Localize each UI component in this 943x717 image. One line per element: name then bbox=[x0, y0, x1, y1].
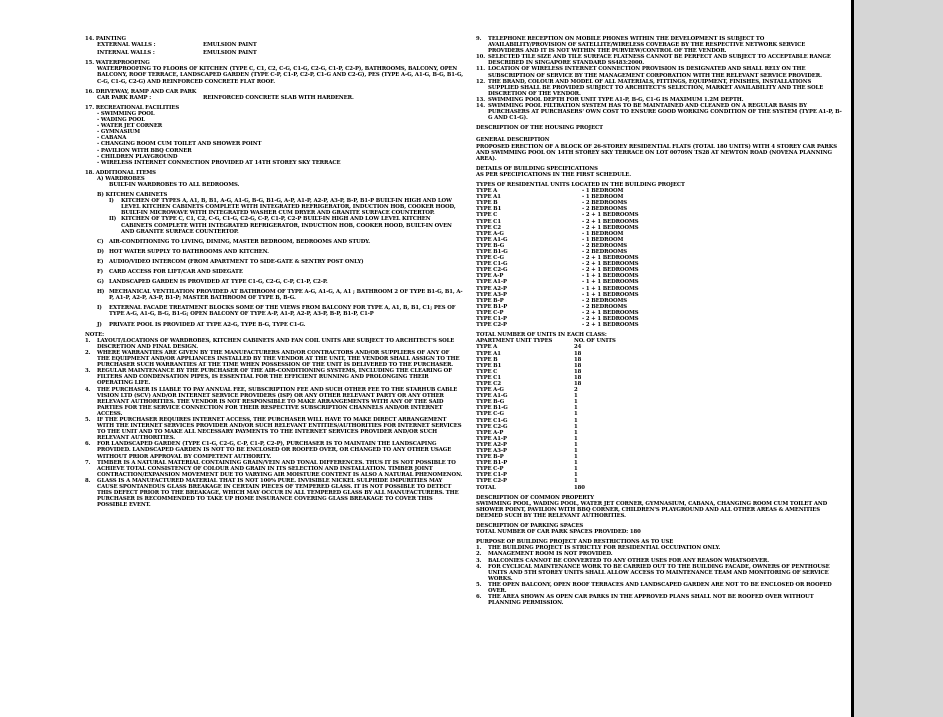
general-description bbox=[476, 137, 842, 161]
unit-type: TYPE C2 bbox=[476, 380, 501, 387]
unit-count: 18 bbox=[574, 368, 582, 375]
unit-totals-rows bbox=[476, 344, 842, 490]
note-item: 9. TELEPHONE RECEPTION ON MOBILE PHONES WITHIN THE DEVELOPMENT IS SUBJECT TO AVAILABILITY/PROVISION OF SATELLITE/WIRELESS COVERAGE BY THE RESPECTIVE NETWORK SERVICE PROVIDERS AND IT IS NOT WITHIN THE PURVIEW/CONTROL OF THE VENDOR. bbox=[476, 36, 806, 55]
note-item: 3. REGULAR MAINTENANCE BY THE PURCHASER OF THE AIR-CONDITIONING SYSTEMS, INCLUDING THE CLEARING OF FILTERS AND CONDENSATION PIPES, IS ESSENTIAL FOR THE EFFICIENT RUNNING AND PROLONGING THEIR OPERATING LIFE. bbox=[85, 368, 452, 387]
note-item: 11. LOCATION OF WIRELESS INTERNET CONNECTION PROVISION IS DESIGNATED AND SHALL RELY ON THE SUBSCRIPTION OF SERVICE BY THE MANAGEMENT CORPORATION WITH THE RELEVANT SERVICE PROVIDER. bbox=[476, 66, 822, 79]
unit-type: TYPE C1-P bbox=[476, 316, 507, 323]
list-item: F) CARD ACCESS FOR LIFT/CAR AND SIDEGATE bbox=[97, 269, 243, 275]
unit-type: TYPE B-G bbox=[476, 242, 505, 249]
common-property bbox=[476, 495, 842, 519]
list-item: - CHANGING ROOM CUM TOILET AND SHOWER POINT bbox=[97, 141, 262, 148]
note-item: 8. GLASS IS A MANUFACTURED MATERIAL THAT IS NOT 100% PURE. INVISIBLE NICKEL SULPHIDE IMPURITIES MAY CAUSE SPONTANEOUS GLASS BREAKAGE IN CERTAIN PIECES OF TEMPERED GLASS. IT IS NOT POSSIBLE TO DETECT THIS DEFECT PRIOR TO THE BREAKAGE, WHICH MAY OCCUR IN ALL TEMPERED GLASS BY ALL MANUFACTURERS. THE PURCHASER IS RECOMMENDED TO TAKE UP HOME INSURANCE COVERING GLASS BREAKAGE TO COVER THIS POSSIBLE EVENT. bbox=[85, 477, 459, 509]
section-title: DESCRIPTION OF COMMON PROPERTY bbox=[476, 494, 594, 501]
painting-section bbox=[85, 36, 463, 56]
bedroom-count: - 2 + 1 BEDROOMS bbox=[582, 255, 639, 262]
note-item: 12. THE BRAND, COLOUR AND MODEL OF ALL MATERIALS, FITTINGS, EQUIPMENT, FINISHES, INSTALLATIONS SUPPLIED SHALL BE PROVIDED SUBJECT TO ARCHITECT'S SELECTION, MARKET AVAILABILITY AND THE SOLE DISCRETION OF THE VENDOR. bbox=[476, 78, 824, 97]
section-title: GENERAL DESCRIPTION bbox=[476, 137, 550, 144]
bedroom-count: - 1 BEDROOM bbox=[582, 188, 624, 195]
list-item: H) MECHANICAL VENTILATION PROVIDED AT BATHROOM OF TYPE A-G, A1-G, A, A1 ; BATHROOM 2 OF TYPE B1-G, B1, A-P, A1-P, A2-P, A3-P, B1-P; MASTER BATHROOM OF TYPE B, B-G. bbox=[97, 289, 463, 302]
right-column bbox=[476, 36, 842, 610]
list-item: C) AIR-CONDITIONING TO LIVING, DINING, MASTER BEDROOM, BEDROOMS AND STUDY. bbox=[97, 238, 371, 245]
list-item: - WADING POOL bbox=[97, 117, 145, 124]
list-item: - WIRELESS INTERNET CONNECTION PROVIDED AT 14TH STOREY SKY TERRACE bbox=[97, 159, 341, 166]
section-text: TOTAL NUMBER OF CAR PARK SPACES PROVIDED: 180 bbox=[476, 529, 641, 536]
note-item: 13. SWIMMING POOL DEPTH FOR UNIT TYPE A1-P, B-G, C1-G IS MAXIMUM 1.2M DEPTH. bbox=[476, 96, 744, 103]
unit-types-rows bbox=[476, 188, 842, 328]
list-item: I) KITCHEN OF TYPES A, A1, B, B1, A-G, A1-G, B-G, B1-G, A-P, A1-P, A2-P, A3-P, B-P, B1-P BUILT-IN HIGH AND LOW LEVEL KITCHEN CABINETS COMPLETE WITH INTEGRATED REFRIGERATOR, INDUCTION HOB, COOKER HOOD, BUILT-IN MICROWAVE WITH INTEGRATED WASHER CUM DRYER AND GRANITE SURFACE COUNTERTOP. bbox=[109, 198, 456, 217]
unit-count: 1 bbox=[574, 411, 578, 418]
section-title: NOTE: bbox=[85, 331, 104, 338]
unit-type: TYPE A bbox=[476, 344, 498, 351]
unit-type: TYPE C2-G bbox=[476, 423, 508, 430]
list-item: G) LANDSCAPED GARDEN IS PROVIDED AT TYPE C1-G, C2-G, C-P, C1-P, C2-P. bbox=[97, 279, 328, 286]
unit-type: TYPE A2-P bbox=[476, 441, 507, 448]
spec-row: CAR PARK RAMP : REINFORCED CONCRETE SLAB WITH HARDENER. bbox=[97, 94, 354, 101]
unit-count: 1 bbox=[574, 472, 578, 479]
unit-totals-table bbox=[476, 332, 842, 490]
list-item: - GYMNASIUM bbox=[97, 129, 141, 136]
table-row bbox=[476, 485, 842, 491]
spec-row: INTERNAL WALLS : EMULSION PAINT bbox=[97, 50, 257, 57]
unit-type: TYPE B1 bbox=[476, 206, 502, 213]
unit-type: TYPE C1-G bbox=[476, 417, 508, 424]
unit-type: TYPE A bbox=[476, 188, 498, 195]
purpose-restrictions bbox=[476, 539, 842, 606]
section-title: TYPES OF RESIDENTIAL UNITS LOCATED IN THE BUILDING PROJECT bbox=[476, 181, 685, 188]
parking-spaces bbox=[476, 523, 842, 535]
unit-count: 1 bbox=[574, 423, 578, 430]
building-specifications bbox=[476, 166, 842, 178]
section-title: DESCRIPTION OF PARKING SPACES bbox=[476, 523, 584, 530]
bedroom-count: - 2 + 1 BEDROOMS bbox=[582, 224, 639, 231]
bedroom-count: - 1 + 1 BEDROOMS bbox=[582, 285, 639, 292]
unit-count: 180 bbox=[574, 484, 585, 491]
unit-type: TOTAL bbox=[476, 484, 496, 491]
subsection-label: A) WARDROBES bbox=[97, 175, 145, 182]
section-title: DETAILS OF BUILDING SPECIFICATIONS bbox=[476, 165, 598, 172]
list-item: II) KITCHEN OF TYPE C, C1, C2, C-G, C1-G, C2-G, C-P, C1-P, C2-P BUILT-IN HIGH AND LOW LEVEL KITCHEN CABINETS COMPLETE WITH INTEGRATED REFRIGERATOR, INDUCTION HOB, COOKER HOOD, BUILT-IN OVEN AND GRANITE SURFACE COUNTERTOP. bbox=[109, 216, 452, 235]
unit-type: TYPE C2 bbox=[476, 224, 501, 231]
unit-type: TYPE B1-P bbox=[476, 460, 508, 467]
unit-type: TYPE B1-P bbox=[476, 303, 508, 310]
unit-type: TYPE C-G bbox=[476, 255, 504, 262]
unit-count: 18 bbox=[574, 380, 582, 387]
list-item: 1. THE BUILDING PROJECT IS STRICTLY FOR RESIDENTIAL OCCUPATION ONLY. bbox=[476, 545, 721, 552]
housing-title: DESCRIPTION OF THE HOUSING PROJECT bbox=[476, 125, 604, 132]
section-title: 17. RECREATIONAL FACILITIES bbox=[85, 104, 180, 111]
unit-type: TYPE C2-P bbox=[476, 322, 507, 329]
unit-count: 18 bbox=[574, 374, 582, 381]
unit-type: TYPE A1-G bbox=[476, 393, 508, 400]
note-item: 1. LAYOUT/LOCATIONS OF WARDROBES, KITCHEN CABINETS AND FAN COIL UNITS ARE SUBJECT TO ARCHITECT'S SOLE DISCRETION AND FINAL DESIGN. bbox=[85, 337, 455, 350]
unit-type: TYPE A1-P bbox=[476, 279, 507, 286]
unit-type: TYPE A-G bbox=[476, 230, 504, 237]
table-row bbox=[476, 322, 842, 328]
notes-section bbox=[85, 332, 463, 509]
bedroom-count: - 2 + 1 BEDROOMS bbox=[582, 316, 639, 323]
unit-type: TYPE A3-P bbox=[476, 291, 507, 298]
unit-count: 1 bbox=[574, 448, 578, 454]
unit-type: TYPE A-P bbox=[476, 429, 504, 436]
unit-type: TYPE A3-P bbox=[476, 448, 507, 454]
section-title: 15. WATERPROOFING bbox=[85, 60, 150, 67]
section-text: SWIMMING POOL, WADING POOL, WATER JET CORNER, GYMNASIUM, CABANA, CHANGING ROOM CUM TOILET AND SHOWER POINT, PAVILION WITH BBQ CORNER, CHILDREN'S PLAYGROUND AND ALL OTHER AREAS & AMENITIES DEEMED SUCH BY THE RELEVANT AUTHORITIES. bbox=[476, 500, 828, 519]
list-item: - PAVILION WITH BBQ CORNER bbox=[97, 147, 192, 154]
unit-type: TYPE A-G bbox=[476, 387, 504, 394]
bedroom-count: - 2 + 1 BEDROOMS bbox=[582, 212, 639, 219]
unit-type: TYPE C1 bbox=[476, 374, 501, 381]
list-item: 4. FOR CYCLICAL MAINTENANCE WORK TO BE CARRIED OUT TO THE BUILDING FACADE, OWNERS OF PENTHOUSE UNITS AND 5TH STOREY UNITS SHALL ALLOW ACCESS TO MAINTENANCE TEAM AND MONITORING OF SERVICE WORKS. bbox=[476, 563, 830, 582]
unit-type: TYPE C1-G bbox=[476, 261, 508, 268]
unit-type: TYPE C-P bbox=[476, 309, 504, 316]
unit-type: TYPE A1 bbox=[476, 194, 501, 201]
unit-count: 1 bbox=[574, 478, 578, 485]
unit-type: TYPE A-P bbox=[476, 273, 504, 280]
bedroom-count: - 2 BEDROOMS bbox=[582, 200, 628, 207]
notes-continued bbox=[476, 36, 842, 121]
viewer-background bbox=[854, 0, 943, 717]
bedroom-count: - 2 BEDROOMS bbox=[582, 242, 628, 249]
note-item: 14. SWIMMING POOL FILTRATION SYSTEM HAS TO BE MAINTAINED AND CLEANED ON A REGULAR BASIS BY PURCHASERS AT PURCHASERS' OWN COST TO ENSURE GOOD WORKING CONDITION OF THE SYSTEM (TYPE A1-P, B-G AND C1-G). bbox=[476, 103, 842, 122]
unit-type: TYPE C2-P bbox=[476, 478, 507, 485]
driveway-section bbox=[85, 89, 463, 101]
unit-count: 18 bbox=[574, 356, 582, 363]
unit-type: TYPE B1-G bbox=[476, 249, 508, 255]
left-column bbox=[85, 36, 463, 512]
section-title: TOTAL NUMBER OF UNITS IN EACH CLASS: bbox=[476, 332, 607, 339]
list-item: - SWIMMING POOL bbox=[97, 110, 155, 117]
unit-type: TYPE C-P bbox=[476, 466, 504, 473]
section-text: AS PER SPECIFICATIONS IN THE FIRST SCHEDULE. bbox=[476, 171, 632, 178]
bedroom-count: - 2 + 1 BEDROOMS bbox=[582, 261, 639, 268]
list-item: J) PRIVATE POOL IS PROVIDED AT TYPE A2-G, TYPE B-G, TYPE C1-G. bbox=[97, 321, 306, 328]
recreation-list bbox=[85, 111, 463, 166]
section-text: WATERPROOFING TO FLOORS OF KITCHEN (TYPE C, C1, C2, C-G, C1-G, C2-G, C1-P, C2-P), BATHROOMS, BALCONY, OPEN BALCONY, ROOF TERRACE, LANDSCAPED GARDEN (TYPE C-P, C1-P, C2-P, C1-G AND C2-G), PES (TYPE A-G, A1-G, B-G, B1-G, C-G, C1-G, C2-G) AND REINFORCED CONCRETE FLAT ROOF. bbox=[97, 66, 464, 85]
section-text: PROPOSED ERECTION OF A BLOCK OF 26-STOREY RESIDENTIAL FLATS (TOTAL 180 UNITS) WITH 4 STOREY CAR PARKS AND SWIMMING POOL ON 14TH STOREY SKY TERRACE ON LOT 00709N TS28 AT NEWTON ROAD (NOVENA PLANNING AREA). bbox=[476, 143, 837, 162]
bedroom-count: - 2 BEDROOMS bbox=[582, 297, 628, 304]
bedroom-count: - 1 + 1 BEDROOMS bbox=[582, 291, 639, 298]
unit-type: TYPE A1-P bbox=[476, 435, 507, 442]
list-item: 3. BALCONIES CANNOT BE CONVERTED TO ANY OTHER USES FOR ANY REASON WHATSOEVER. bbox=[476, 557, 769, 564]
bedroom-count: - 2 BEDROOMS bbox=[582, 206, 628, 213]
list-item: E) AUDIO/VIDEO INTERCOM (FROM APARTMENT TO SIDE-GATE & SENTRY POST ONLY) bbox=[97, 258, 364, 265]
spec-row: EXTERNAL WALLS : EMULSION PAINT bbox=[97, 42, 257, 49]
list-item: 5. THE OPEN BALCONY, OPEN ROOF TERRACES AND LANDSCAPED GARDEN ARE NOT TO BE ENCLOSED OR ROOFED OVER. bbox=[476, 581, 832, 594]
unit-type: TYPE C bbox=[476, 212, 498, 219]
note-item: 4. THE PURCHASER IS LIABLE TO PAY ANNUAL FEE, SUBSCRIPTION FEE AND SUCH OTHER FEE TO THE STARHUB CABLE VISION LTD (SCV) AND/OR INTERNET SERVICE PROVIDERS (ISP) OR ANY OTHER RELEVANT PARTY OR ANY OTHER RELEVANT AUTHORITIES. THE VENDOR IS NOT RESPONSIBLE TO MAKE ARRANGEMENTS WITH ANY OF THE SAID PARTIES FOR THE SERVICE CONNECTION FOR THEIR RESPECTIVE SUBSCRIPTION CHANNELS AND/OR INTERNET ACCESS. bbox=[85, 386, 458, 417]
bedroom-count: - 2 BEDROOMS bbox=[582, 303, 628, 310]
note-item: 7. TIMBER IS A NATURAL MATERIAL CONTAINING GRAIN/VEIN AND TONAL DIFFERENCES. THUS IT IS NOT POSSIBLE TO ACHIEVE TOTAL CONSISTENCY OF COLOUR AND GRAIN IN ITS SELECTION AND INSTALLATION. TIMBER JOINT CONTRACTION/EXPANSION MOVEMENT DUE TO VARYING AIR MOISTURE CONTENT IS ALSO A NATURAL PHENOMENON. bbox=[85, 459, 463, 478]
unit-type: TYPE B bbox=[476, 356, 498, 363]
unit-type: TYPE B1 bbox=[476, 362, 502, 369]
unit-count: 18 bbox=[574, 350, 582, 357]
section-title: PURPOSE OF BUILDING PROJECT AND RESTRICTIONS AS TO USE bbox=[476, 539, 674, 546]
bedroom-count: - 2 + 1 BEDROOMS bbox=[582, 218, 639, 225]
unit-count: 1 bbox=[574, 460, 578, 467]
unit-type: TYPE C2-G bbox=[476, 267, 508, 274]
bedroom-count: - 1 + 1 BEDROOMS bbox=[582, 279, 639, 286]
list-item: 6. THE AREA SHOWN AS OPEN CAR PARKS IN THE APPROVED PLANS SHALL NOT BE ROOFED OVER WITHOUT PLANNING PERMISSION. bbox=[476, 594, 814, 607]
unit-count: 18 bbox=[574, 362, 582, 369]
section-title: 18. ADDITIONAL ITEMS bbox=[85, 169, 156, 176]
unit-count: 1 bbox=[574, 441, 578, 448]
list-item: 2. MANAGEMENT ROOM IS NOT PROVIDED. bbox=[476, 551, 613, 558]
unit-type: TYPE A1 bbox=[476, 350, 501, 357]
list-item: - WATER JET CORNER bbox=[97, 123, 163, 130]
bedroom-count: - 1 BEDROOM bbox=[582, 230, 624, 237]
note-item: 10. SELECTED TILE SIZE AND TILE SURFACE FLATNESS CANNOT BE PERFECT AND SUBJECT TO ACCEPTABLE RANGE DESCRIBED IN SINGAPORE STANDARD SS483:2000. bbox=[476, 54, 831, 67]
additional-section bbox=[85, 170, 463, 328]
unit-count: 1 bbox=[574, 466, 578, 473]
unit-type: TYPE B1-G bbox=[476, 405, 508, 412]
unit-type: TYPE B-P bbox=[476, 297, 504, 304]
bedroom-count: - 2 + 1 BEDROOMS bbox=[582, 267, 639, 274]
unit-type: TYPE C-G bbox=[476, 411, 504, 418]
unit-count: 1 bbox=[574, 393, 578, 400]
note-item: 2. WHERE WARRANTIES ARE GIVEN BY THE MANUFACTURERS AND/OR CONTRACTORS AND/OR SUPPLIERS OF ANY OF THE EQUIPMENT AND/OR APPLIANCES INSTALLED BY THE VENDOR AT THE UNIT, THE VENDOR SHALL ASSIGN TO THE PURCHASER SUCH WARRANTIES AT THE TIME WHEN POSSESSION OF THE UNIT IS DELIVERED TO THE PURCHASER. bbox=[85, 349, 460, 369]
bedroom-count: - 2 BEDROOMS bbox=[582, 249, 628, 255]
unit-type: TYPE B-P bbox=[476, 454, 504, 461]
list-item: I) EXTERNAL FACADE TREATMENT BLOCKS SOME OF THE VIEWS FROM BALCONY FOR TYPE A, A1, B, B1, C1; PES OF TYPE A-G, A1-G, B-G, B1-G; OPEN BALCONY OF TYPE A-P, A1-P, A2-P, A3-P, B-P, B1-P, C1-P bbox=[97, 305, 456, 318]
section-title: 14. PAINTING bbox=[85, 36, 126, 42]
unit-count: 24 bbox=[574, 344, 582, 351]
bedroom-count: - 2 + 1 BEDROOMS bbox=[582, 309, 639, 316]
bedroom-count: - 1 BEDROOM bbox=[582, 236, 624, 243]
bedroom-count: - 2 + 1 BEDROOMS bbox=[582, 322, 639, 329]
unit-type: TYPE C1 bbox=[476, 218, 501, 225]
unit-type: TYPE A1-G bbox=[476, 236, 508, 243]
unit-count: 1 bbox=[574, 454, 578, 461]
unit-type: TYPE A2-P bbox=[476, 285, 507, 292]
list-item: - CHILDREN PLAYGROUND bbox=[97, 153, 178, 160]
recreation-section bbox=[85, 105, 463, 166]
unit-type: TYPE B bbox=[476, 200, 498, 207]
note-item: 5. IF THE PURCHASER REQUIRES INTERNET ACCESS, THE PURCHASER WILL HAVE TO MAKE DIRECT ARRANGEMENT WITH THE INTERNET SERVICES PROVIDER AND/OR SUCH RELEVANT ENTITIES/AUTHORITIES FOR INTERNET SERVICES TO THE UNIT AND TO MAKE ALL NECESSARY PAYMENTS TO THE INTERNET SERVICES PROVIDER AND/OR SUCH RELEVANT AUTHORITIES. bbox=[85, 416, 462, 442]
unit-count: 2 bbox=[574, 387, 578, 394]
bedroom-count: - 1 + 1 BEDROOMS bbox=[582, 273, 639, 280]
unit-type: TYPE C bbox=[476, 368, 498, 375]
list-item: D) HOT WATER SUPPLY TO BATHROOMS AND KITCHEN. bbox=[97, 248, 269, 255]
note-item: 6. FOR LANDSCAPED GARDEN (TYPE C1-G, C2-G, C-P, C1-P, C2-P), PURCHASER IS TO MAINTAIN THE LANDSCAPING PROVIDED. LANDSCAPED GARDEN IS NOT TO BE ENCLOSED OR ROOFED OVER, OR CHANGED TO ANY OTHER USAGE WITHOUT PRIOR APPROVAL BY COMPETENT AUTHORITY. bbox=[85, 441, 452, 460]
waterproofing-section bbox=[85, 60, 463, 84]
unit-count: 1 bbox=[574, 399, 578, 406]
unit-count: 1 bbox=[574, 417, 578, 424]
unit-count: 1 bbox=[574, 429, 578, 436]
unit-type: TYPE C1-P bbox=[476, 472, 507, 479]
unit-count: 1 bbox=[574, 435, 578, 442]
list-item: - CABANA bbox=[97, 135, 127, 142]
subsection-text: BUILT-IN WARDROBES TO ALL BEDROOMS. bbox=[109, 181, 240, 188]
subsection-label: B) KITCHEN CABINETS bbox=[97, 192, 168, 199]
bedroom-count: - 1 BEDROOM bbox=[582, 194, 624, 201]
unit-type: TYPE B-G bbox=[476, 399, 505, 406]
unit-types-table bbox=[476, 182, 842, 328]
unit-count: 1 bbox=[574, 405, 578, 412]
section-title: 16. DRIVEWAY, RAMP AND CAR PARK bbox=[85, 88, 197, 95]
table-header: APARTMENT UNIT TYPES NO. OF UNITS bbox=[476, 338, 616, 345]
